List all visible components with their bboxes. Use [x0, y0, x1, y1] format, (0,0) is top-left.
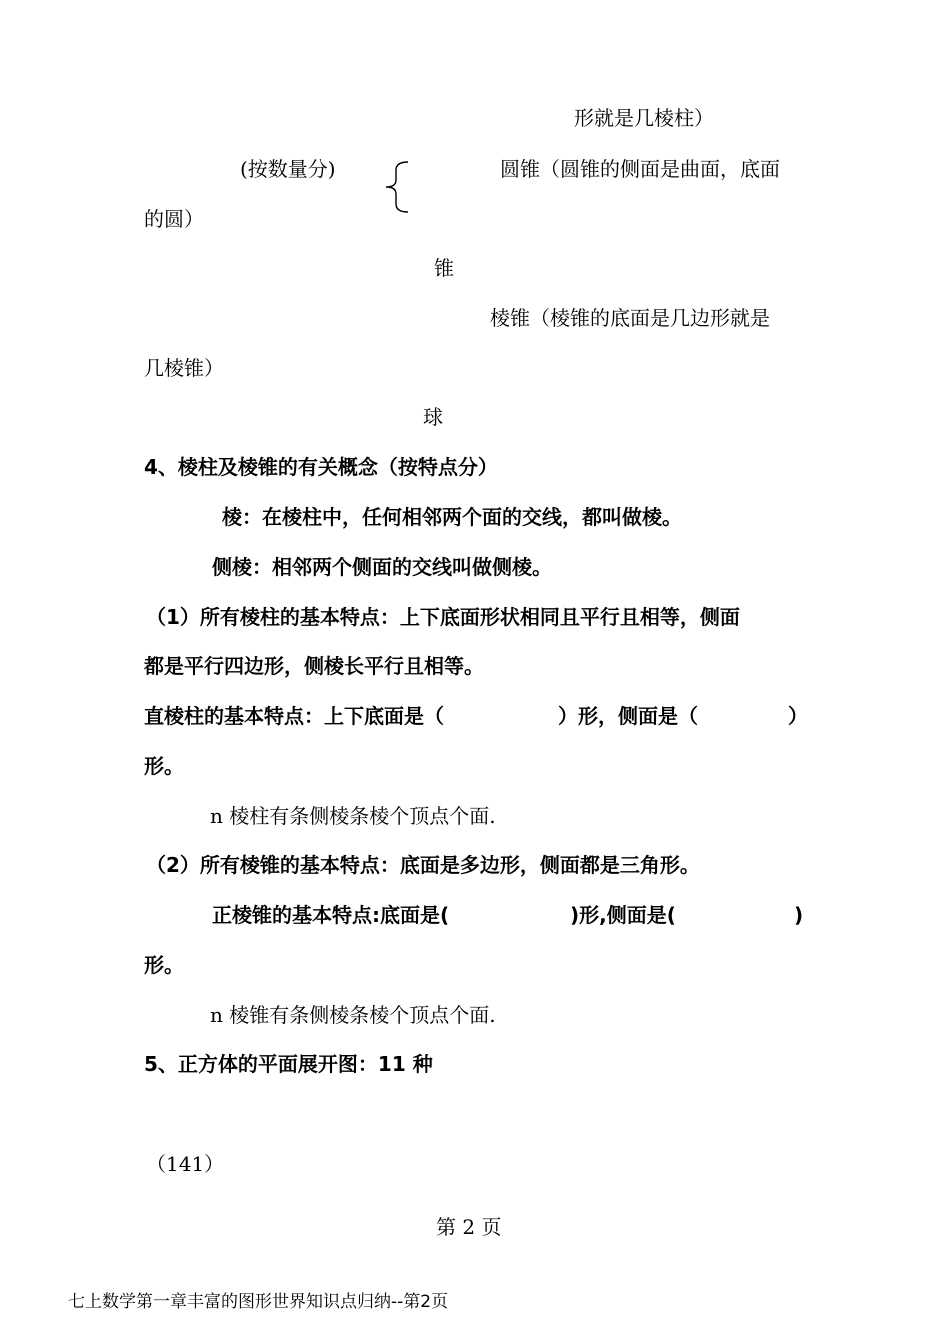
- sphere-label: 球: [423, 405, 443, 429]
- prism-features: （1）所有棱柱的基本特点：上下底面形状相同且平行且相等，侧面: [146, 605, 740, 629]
- prism-line-end: 形就是几棱柱）: [574, 106, 714, 130]
- regular-pyramid-features-end: 形。: [144, 953, 184, 977]
- regular-pyramid-features-a: 正棱锥的基本特点:底面是(: [212, 903, 450, 927]
- right-prism-features-b: ）形，侧面是（: [558, 704, 698, 728]
- left-brace-icon: [378, 160, 412, 214]
- section4-heading: 4、棱柱及棱锥的有关概念（按特点分）: [144, 455, 498, 479]
- right-prism-features-end: 形。: [144, 754, 184, 778]
- net-type-141: （141）: [146, 1152, 225, 1176]
- page-number: 第 2 页: [436, 1215, 502, 1239]
- regular-pyramid-features-b: )形,侧面是(: [570, 903, 676, 927]
- n-prism-counts: n 棱柱有条侧棱条棱个顶点个面.: [210, 804, 496, 828]
- lateral-edge-definition: 侧棱：相邻两个侧面的交线叫做侧棱。: [212, 555, 552, 579]
- cone-line-end: 的圆）: [144, 207, 204, 231]
- document-footer: 七上数学第一章丰富的图形世界知识点归纳--第2页: [68, 1292, 449, 1312]
- section5-heading: 5、正方体的平面展开图：11 种: [144, 1052, 433, 1076]
- right-prism-features-a: 直棱柱的基本特点：上下底面是（: [144, 704, 444, 728]
- classify-by-count-label: (按数量分): [240, 157, 336, 181]
- prism-features-end: 都是平行四边形，侧棱长平行且相等。: [144, 654, 484, 678]
- pyramid-line: 棱锥（棱锥的底面是几边形就是: [490, 306, 770, 330]
- regular-pyramid-features-c: ): [794, 903, 804, 927]
- pyramid-features: （2）所有棱锥的基本特点：底面是多边形，侧面都是三角形。: [146, 853, 700, 877]
- n-pyramid-counts: n 棱锥有条侧棱条棱个顶点个面.: [210, 1003, 496, 1027]
- pyramid-line-end: 几棱锥）: [144, 356, 224, 380]
- right-prism-features-c: ）: [788, 704, 808, 728]
- cone-line: 圆锥（圆锥的侧面是曲面，底面: [500, 157, 780, 181]
- cone-group-label: 锥: [434, 256, 454, 280]
- edge-definition: 棱：在棱柱中，任何相邻两个面的交线，都叫做棱。: [222, 505, 682, 529]
